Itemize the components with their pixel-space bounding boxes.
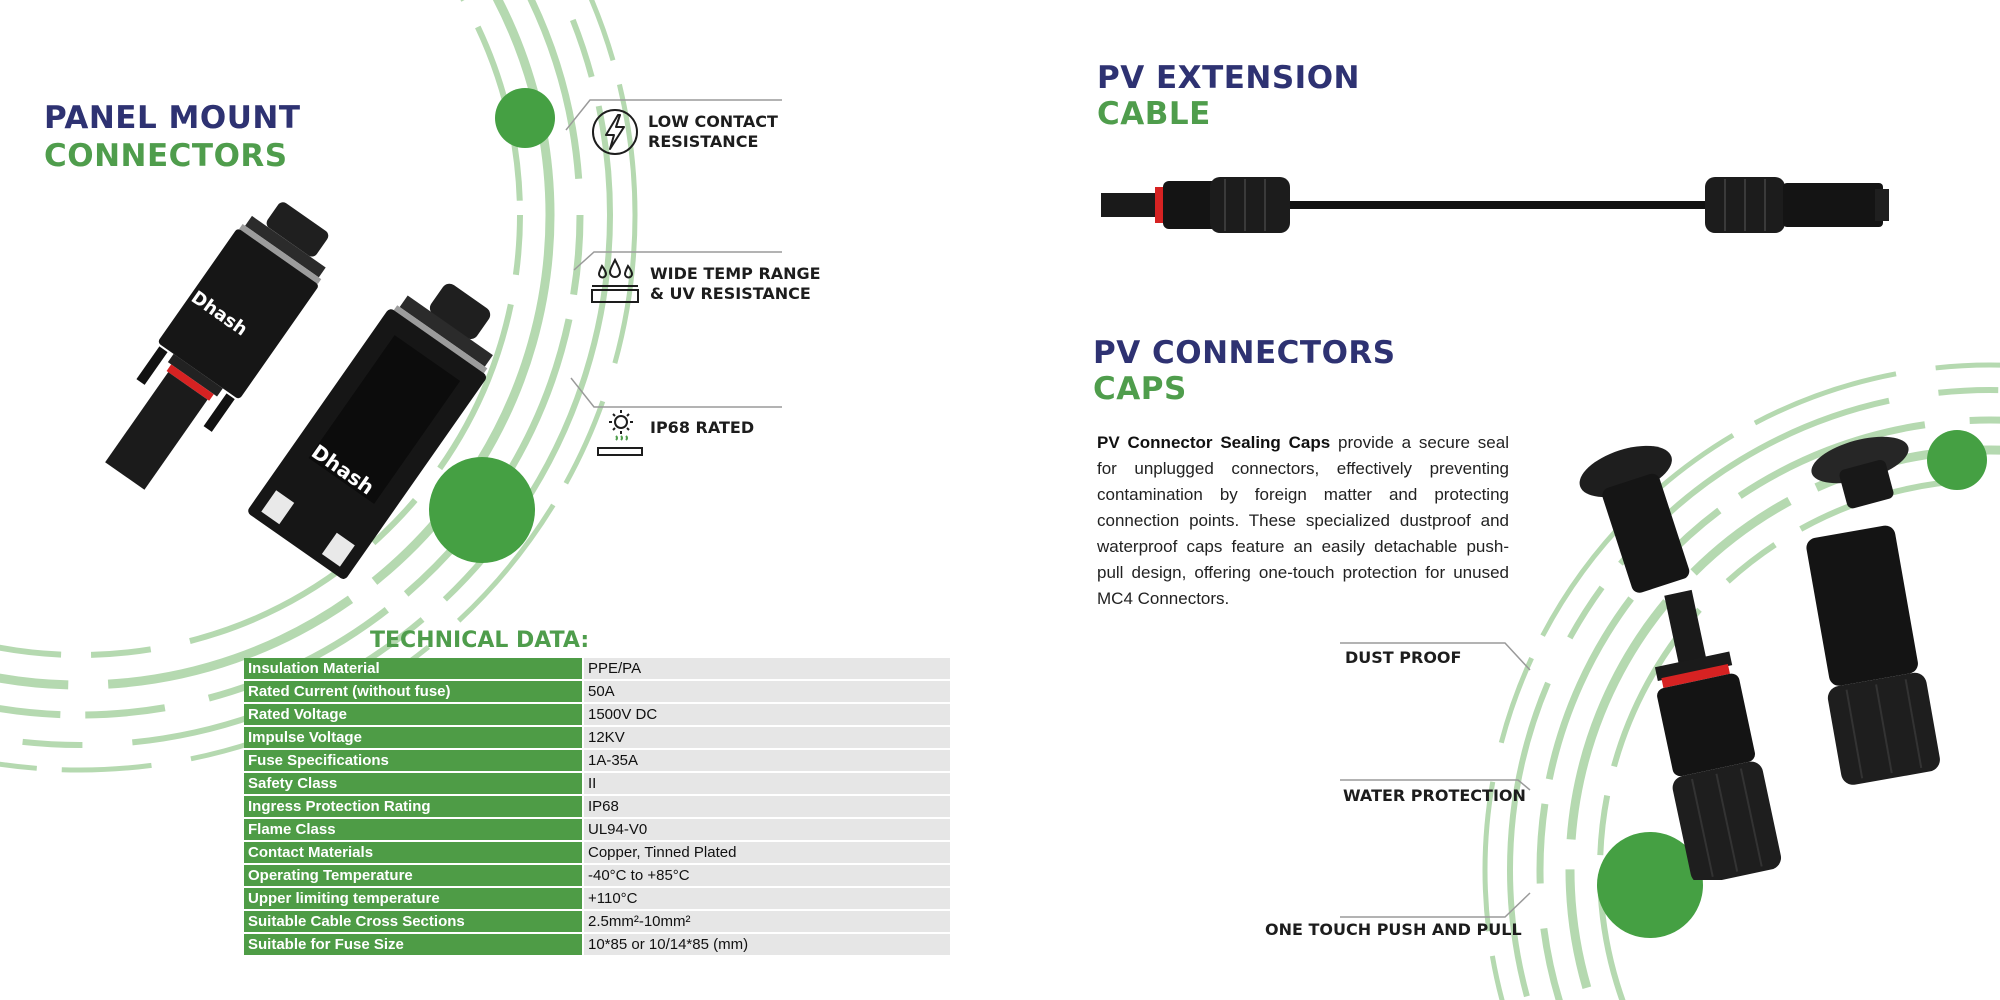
spec-key: Impulse Voltage — [244, 726, 583, 749]
table-row — [244, 680, 950, 703]
spec-value: 12KV — [583, 726, 950, 749]
label-push-pull: ONE TOUCH PUSH AND PULL — [1265, 920, 1522, 939]
caps-connector-image — [1540, 420, 1960, 880]
spec-key: Ingress Protection Rating — [244, 795, 583, 818]
spec-value: +110°C — [583, 887, 950, 910]
table-row — [244, 818, 950, 841]
spec-key: Suitable Cable Cross Sections — [244, 910, 583, 933]
table-row — [244, 749, 950, 772]
table-row — [244, 772, 950, 795]
panel-mount-connector-image — [80, 170, 500, 610]
table-row — [244, 887, 950, 910]
brand-logo-small: Dhash — [187, 286, 252, 341]
spec-value: II — [583, 772, 950, 795]
table-row — [244, 726, 950, 749]
table-row — [244, 703, 950, 726]
feature-temp-range: WIDE TEMP RANGE & UV RESISTANCE — [650, 264, 821, 303]
table-row — [244, 910, 950, 933]
caps-subtitle: CAPS — [1093, 371, 1187, 407]
panel-mount-subtitle: CONNECTORS — [44, 138, 288, 174]
spec-value: UL94-V0 — [583, 818, 950, 841]
extension-cable-image — [1095, 165, 1905, 245]
spec-value: IP68 — [583, 795, 950, 818]
spec-key: Upper limiting temperature — [244, 887, 583, 910]
spec-value: 1A-35A — [583, 749, 950, 772]
panel-mount-title: PANEL MOUNT — [44, 100, 301, 136]
spec-key: Rated Current (without fuse) — [244, 680, 583, 703]
label-water-protection: WATER PROTECTION — [1343, 786, 1526, 805]
table-row — [244, 795, 950, 818]
spec-value: 2.5mm²-10mm² — [583, 910, 950, 933]
spec-key: Rated Voltage — [244, 703, 583, 726]
extension-subtitle: CABLE — [1097, 96, 1211, 132]
spec-value: PPE/PA — [583, 658, 950, 680]
table-row — [244, 841, 950, 864]
spec-key: Fuse Specifications — [244, 749, 583, 772]
feature-low-contact: LOW CONTACT RESISTANCE — [648, 112, 778, 151]
table-row — [244, 864, 950, 887]
spec-key: Suitable for Fuse Size — [244, 933, 583, 956]
caps-description — [1097, 430, 1509, 612]
feature-ip68: IP68 RATED — [650, 418, 755, 437]
spec-value: 50A — [583, 680, 950, 703]
spec-value: Copper, Tinned Plated — [583, 841, 950, 864]
spec-key: Insulation Material — [244, 658, 583, 680]
sun-icon — [594, 408, 648, 460]
brand-logo-large: Dhash — [307, 439, 379, 500]
spec-value: -40°C to +85°C — [583, 864, 950, 887]
spec-key: Operating Temperature — [244, 864, 583, 887]
table-row — [244, 933, 950, 956]
label-dust-proof: DUST PROOF — [1345, 648, 1462, 667]
caps-description-bold: PV Connector Sealing Caps — [1097, 433, 1331, 452]
technical-data-title: TECHNICAL DATA: — [370, 628, 590, 653]
spec-value: 1500V DC — [583, 703, 950, 726]
extension-title: PV EXTENSION — [1097, 60, 1361, 96]
caps-title: PV CONNECTORS — [1093, 335, 1396, 371]
lightning-icon — [588, 105, 642, 159]
table-row — [244, 658, 950, 680]
technical-data-table — [244, 658, 950, 957]
spec-value: 10*85 or 10/14*85 (mm) — [583, 933, 950, 956]
spec-key: Flame Class — [244, 818, 583, 841]
spec-key: Contact Materials — [244, 841, 583, 864]
caps-description-text: provide a secure seal for unplugged connectors, effectively preventing contamination by foreign matter and protecting connection points. These specialized dustproof and waterproof caps feature an easily detachable push-pull design, offering one-touch protection for unused MC4 Connectors. — [1097, 433, 1509, 608]
spec-key: Safety Class — [244, 772, 583, 795]
water-drops-icon — [588, 256, 642, 308]
